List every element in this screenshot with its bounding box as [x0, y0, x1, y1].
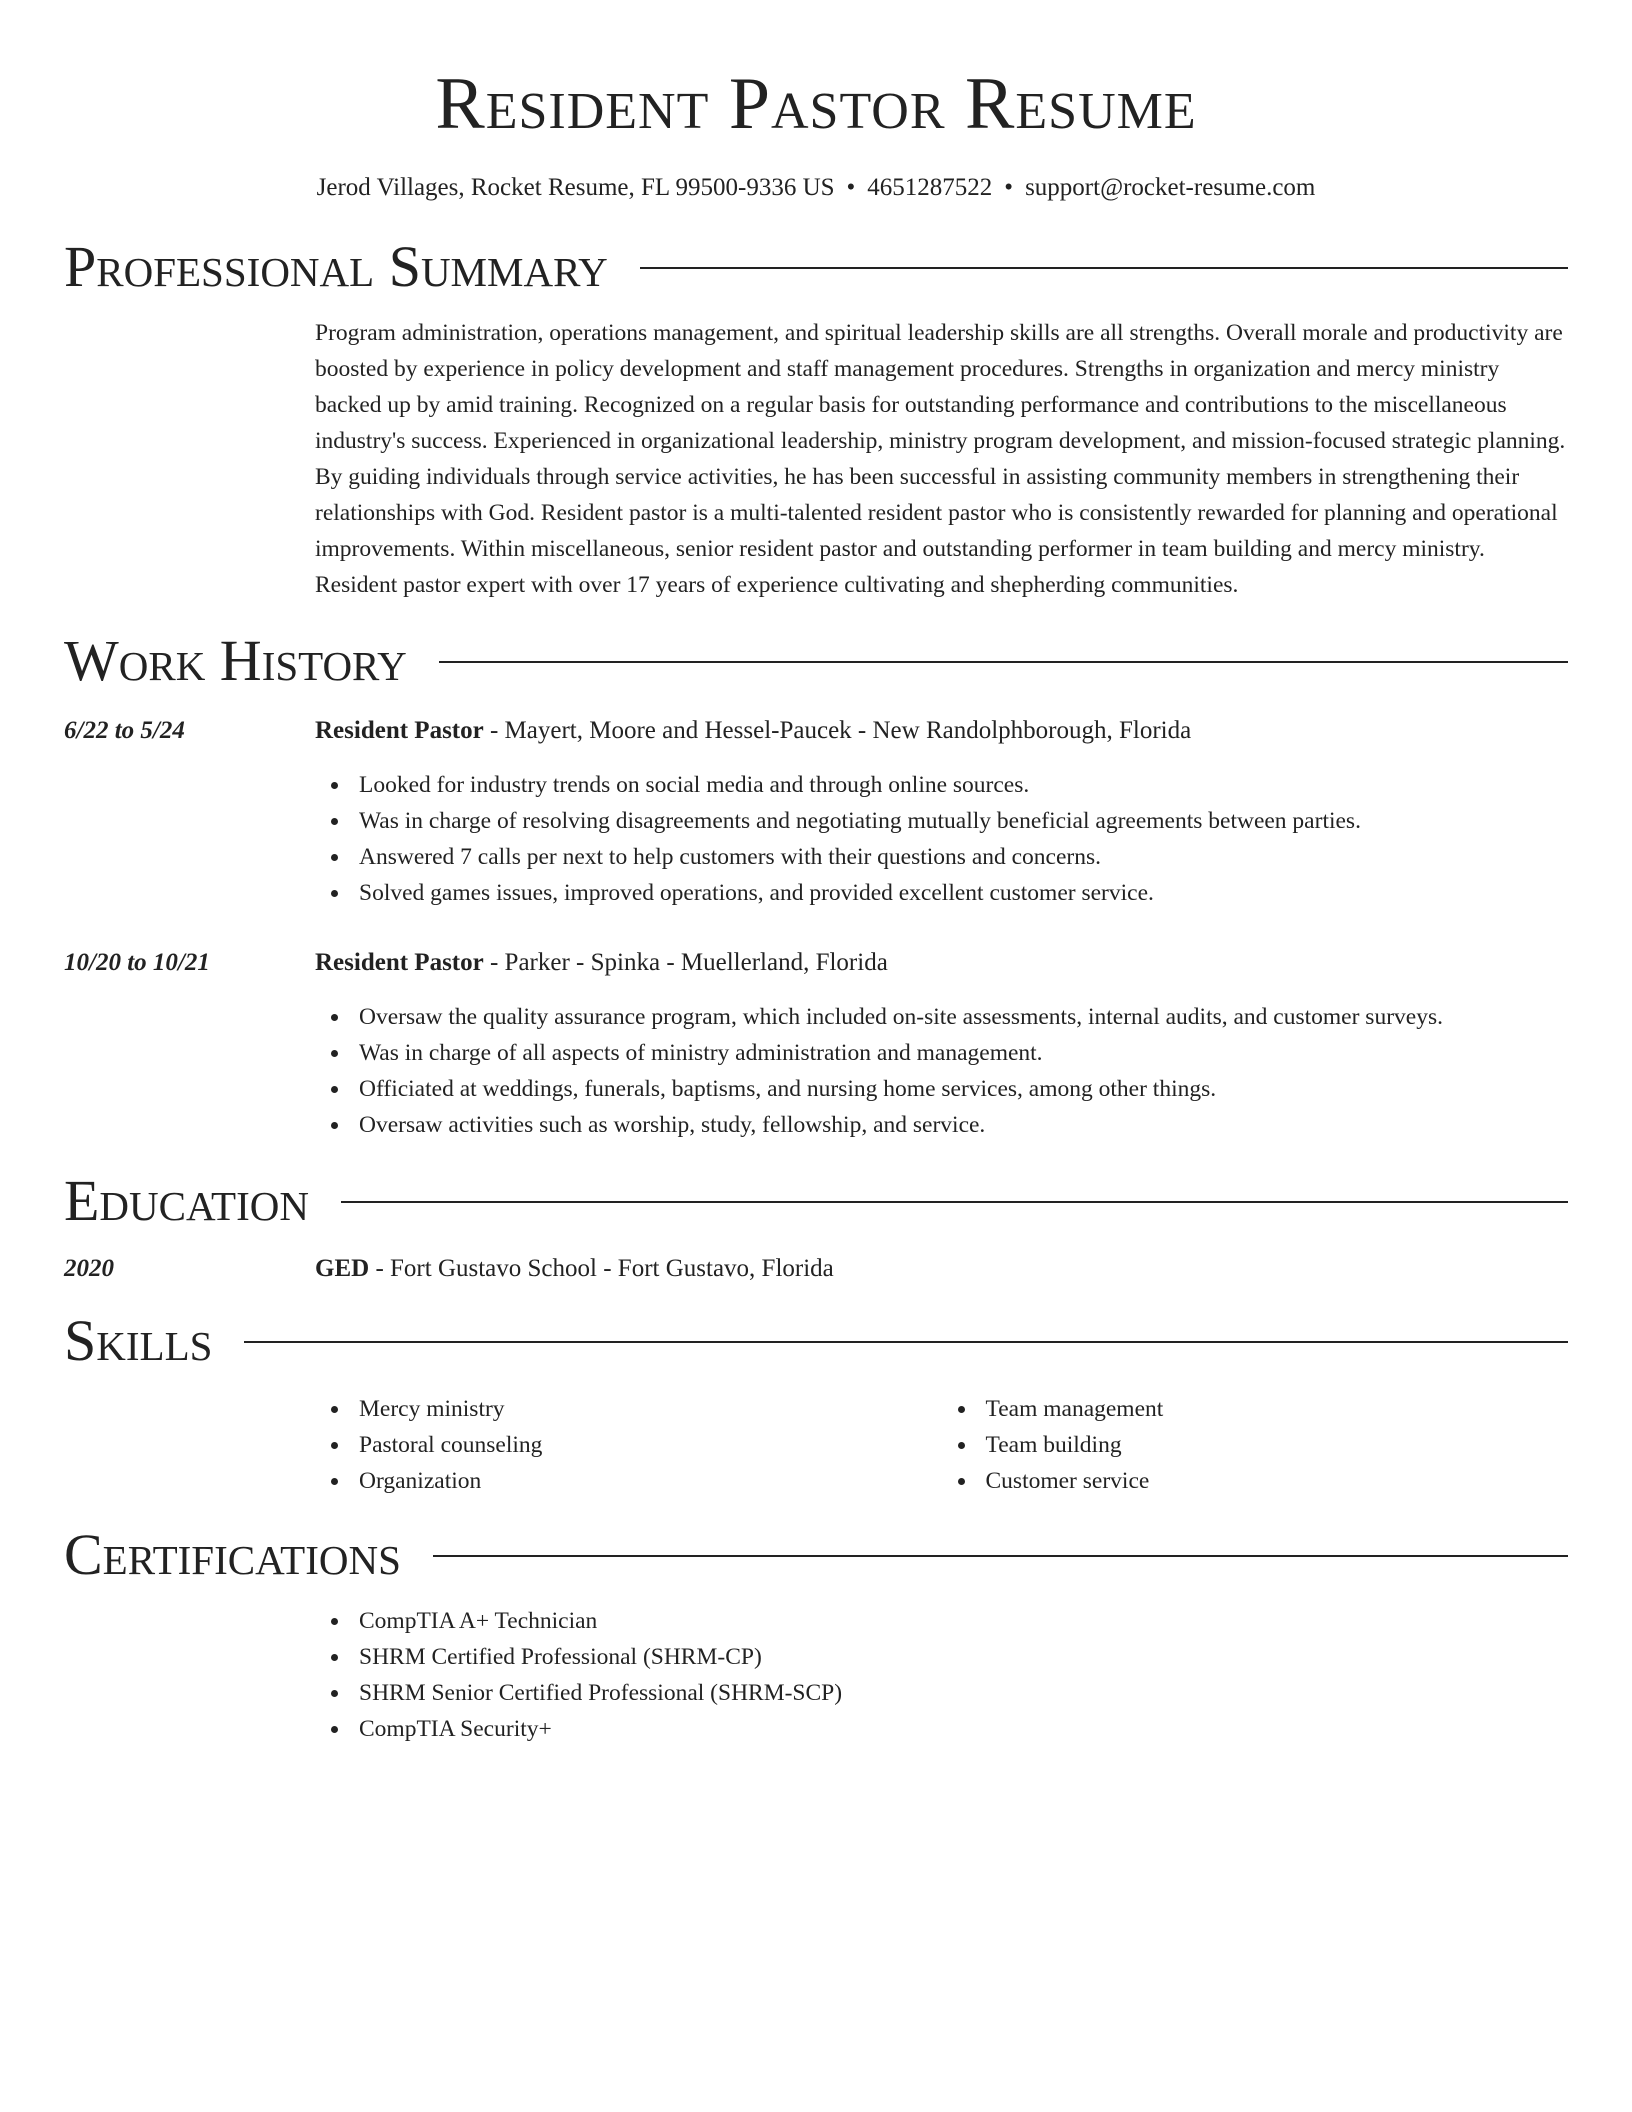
- work-heading: Work History: [64, 628, 407, 693]
- contact-line: [64, 171, 1568, 205]
- contact-separator: •: [1004, 174, 1014, 201]
- list-item: Officiated at weddings, funerals, baptisms, and nursing home services, among other things.: [315, 1071, 1568, 1107]
- list-item: SHRM Senior Certified Professional (SHRM-SCP): [315, 1675, 1568, 1711]
- job-title: Resident Pastor: [315, 717, 484, 744]
- skills-row: [64, 1391, 1568, 1499]
- work-section-header: [64, 629, 1568, 693]
- education-body: [315, 1251, 1568, 1287]
- list-item: CompTIA A+ Technician: [315, 1603, 1568, 1639]
- certifications-section-header: [64, 1523, 1568, 1587]
- skills-section-header: [64, 1309, 1568, 1373]
- job-title-line: [315, 945, 1568, 981]
- certifications-row: [64, 1603, 1568, 1747]
- resume-title: Resident Pastor Resume: [435, 63, 1197, 145]
- job-employer: - Mayert, Moore and Hessel-Paucek - New Randolphborough, Florida: [483, 717, 1192, 744]
- list-item: Customer service: [942, 1463, 1569, 1499]
- list-item: Team management: [942, 1391, 1569, 1427]
- summary-spacer: [64, 315, 315, 603]
- job-employer: - Parker - Spinka - Muellerland, Florida: [483, 949, 888, 976]
- skills-column-2: [942, 1391, 1569, 1499]
- certifications-spacer: [64, 1603, 315, 1747]
- job-title-line: [315, 713, 1568, 749]
- skills-heading: Skills: [64, 1308, 213, 1373]
- list-item: Was in charge of resolving disagreements and negotiating mutually beneficial agreements between parties.: [315, 803, 1568, 839]
- list-item: Looked for industry trends on social media and through online sources.: [315, 767, 1568, 803]
- section-divider: [640, 267, 1568, 269]
- certifications-body: [315, 1603, 1568, 1747]
- job-title: Resident Pastor: [315, 949, 484, 976]
- education-section-header: [64, 1169, 1568, 1233]
- contact-address: Jerod Villages, Rocket Resume, FL 99500-9336 US: [316, 174, 835, 201]
- list-item: Mercy ministry: [315, 1391, 942, 1427]
- job-entry: [64, 713, 1568, 911]
- list-item: Oversaw the quality assurance program, which included on-site assessments, internal audits, and customer surveys.: [315, 999, 1568, 1035]
- contact-separator: •: [846, 174, 856, 201]
- job-body: [315, 945, 1568, 1143]
- certifications-heading: Certifications: [64, 1522, 401, 1587]
- summary-text: Program administration, operations management, and spiritual leadership skills are all strengths. Overall morale and productivity are boosted by experience in policy development and staff management procedures. Strengths in organization and mercy ministry backed up by amid training. Recognized on a regular basis for outstanding performance and contributions to the miscellaneous industry's success. Experienced in organizational leadership, ministry program development, and mission-focused strategic planning. By guiding individuals through service activities, he has been successful in assisting community members in strengthening their relationships with God. Resident pastor is a multi-talented resident pastor who is consistently rewarded for planning and operational improvements. Within miscellaneous, senior resident pastor and outstanding performer in team building and mercy ministry. Resident pastor expert with over 17 years of experience cultivating and shepherding communities.: [315, 320, 1566, 598]
- summary-heading: Professional Summary: [64, 234, 608, 299]
- certifications-list: [315, 1603, 1568, 1747]
- job-duties: [315, 999, 1568, 1143]
- education-degree: GED: [315, 1255, 370, 1282]
- skills-grid: [315, 1391, 1568, 1499]
- job-dates: 6/22 to 5/24: [64, 717, 185, 744]
- list-item: Team building: [942, 1427, 1569, 1463]
- list-item: Was in charge of all aspects of ministry administration and management.: [315, 1035, 1568, 1071]
- section-divider: [341, 1201, 1568, 1203]
- education-school: - Fort Gustavo School - Fort Gustavo, Florida: [369, 1255, 834, 1282]
- job-entry: [64, 945, 1568, 1143]
- list-item: CompTIA Security+: [315, 1711, 1568, 1747]
- section-divider: [439, 661, 1568, 663]
- education-entry: [64, 1251, 1568, 1287]
- job-body: [315, 713, 1568, 911]
- education-heading: Education: [64, 1168, 309, 1233]
- summary-row: [64, 315, 1568, 603]
- contact-email: support@rocket-resume.com: [1025, 174, 1316, 201]
- section-divider: [244, 1341, 1568, 1343]
- list-item: Pastoral counseling: [315, 1427, 942, 1463]
- summary-body: [315, 315, 1568, 603]
- contact-phone: 4651287522: [867, 174, 993, 201]
- summary-section-header: [64, 235, 1568, 299]
- list-item: Answered 7 calls per next to help customers with their questions and concerns.: [315, 839, 1568, 875]
- list-item: SHRM Certified Professional (SHRM-CP): [315, 1639, 1568, 1675]
- skills-column-1: [315, 1391, 942, 1499]
- job-dates: 10/20 to 10/21: [64, 949, 210, 976]
- skills-spacer: [64, 1391, 315, 1499]
- education-line: [315, 1251, 1568, 1287]
- list-item: Organization: [315, 1463, 942, 1499]
- education-year: 2020: [64, 1255, 114, 1282]
- list-item: Solved games issues, improved operations, and provided excellent customer service.: [315, 875, 1568, 911]
- job-duties: [315, 767, 1568, 911]
- list-item: Oversaw activities such as worship, study, fellowship, and service.: [315, 1107, 1568, 1143]
- section-divider: [433, 1555, 1568, 1557]
